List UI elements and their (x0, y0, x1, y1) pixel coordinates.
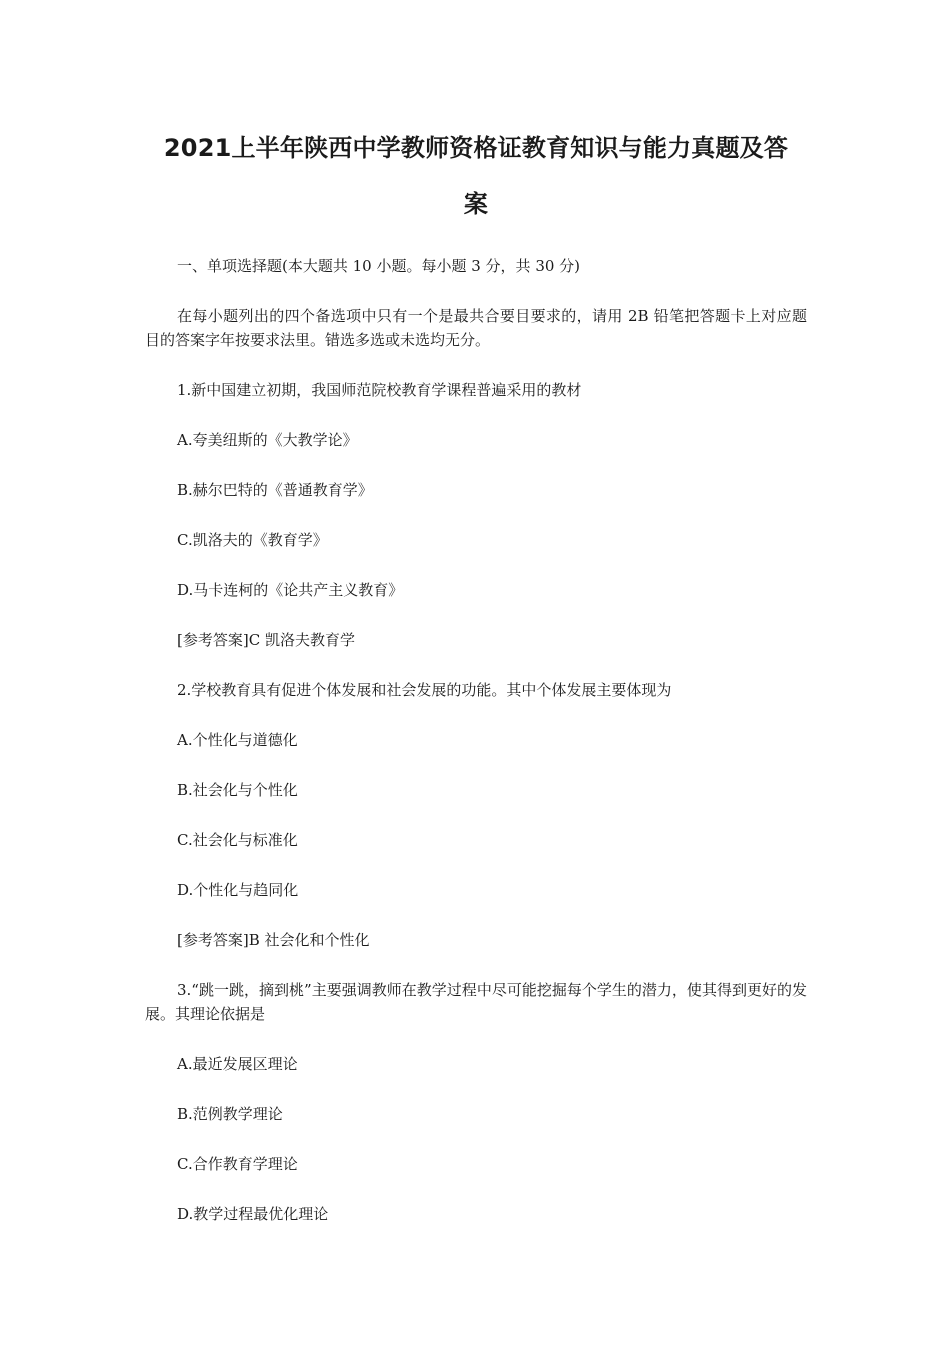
question-1-option-c: C.凯洛夫的《教育学》 (177, 531, 328, 549)
title-line-1: 2021上半年陕西中学教师资格证教育知识与能力真题及答 (163, 134, 789, 162)
section-header: 一、单项选择题(本大题共 10 小题。每小题 3 分，共 30 分) (177, 257, 581, 275)
question-3-option-c: C.合作教育学理论 (177, 1155, 298, 1173)
question-1-option-b: B.赫尔巴特的《普通教育学》 (177, 481, 373, 499)
title-line-2: 案 (463, 190, 489, 218)
document-title (145, 120, 807, 232)
question-1-answer: [参考答案]C 凯洛夫教育学 (177, 631, 355, 649)
question-3-option-d: D.教学过程最优化理论 (177, 1205, 329, 1223)
question-3-option-a: A.最近发展区理论 (177, 1055, 298, 1073)
question-3-option-b: B.范例教学理论 (177, 1105, 283, 1123)
question-2-option-d: D.个性化与趋同化 (177, 881, 299, 899)
question-2-answer: [参考答案]B 社会化和个性化 (177, 931, 370, 949)
question-2-option-a: A.个性化与道德化 (177, 731, 298, 749)
question-2-option-c: C.社会化与标准化 (177, 831, 298, 849)
instructions-paragraph: 在每小题列出的四个备选项中只有一个是最共合要目要求的，请用 2B 铅笔把答题卡上对应题目的答案字年按要求法里。错选多选或未选均无分。 (145, 307, 807, 349)
question-3-stem: 3.“跳一跳，摘到桃”主要强调教师在教学过程中尽可能挖掘每个学生的潜力，使其得到更好的发展。其理论依据是 (145, 981, 807, 1023)
question-1-option-a: A.夸美纽斯的《大教学论》 (177, 431, 358, 449)
question-1-option-d: D.马卡连柯的《论共产主义教育》 (177, 581, 404, 599)
document-body (145, 254, 807, 1226)
document-page (145, 0, 807, 1346)
question-2-stem: 2.学校教育具有促进个体发展和社会发展的功能。其中个体发展主要体现为 (177, 681, 672, 699)
question-2-option-b: B.社会化与个性化 (177, 781, 298, 799)
question-1-stem: 1.新中国建立初期，我国师范院校教育学课程普遍采用的教材 (177, 381, 582, 399)
